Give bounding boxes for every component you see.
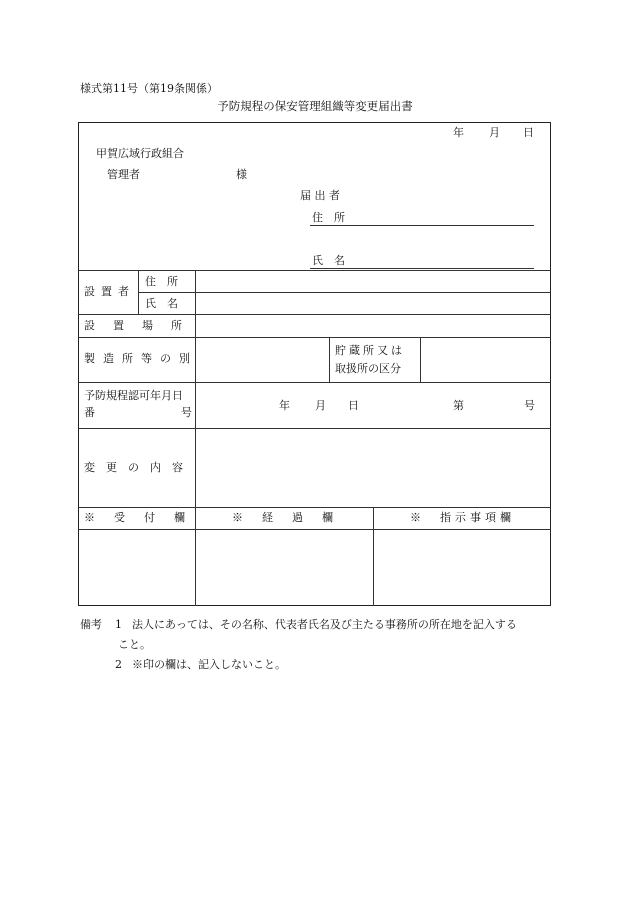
storage-label-line1: 貯蔵所又は [335,344,405,357]
form-title: 予防規程の保安管理組織等変更届出書 [217,99,413,113]
notifier-name-label: 氏 名 [312,254,345,267]
storage-label-line2: 取扱所の区分 [335,362,401,375]
progress-header: ※ 経 過 欄 [232,511,337,524]
note-1-text: 法人にあっては、その名称、代表者氏名及び主たる事務所の所在地を記入する [132,618,517,631]
approval-day-label: 日 [348,399,359,412]
facility-type-label: 製造所等の別 [84,352,198,365]
form-number: 様式第11号（第19条関係） [80,82,218,95]
row-divider [78,337,551,338]
address-underline [310,225,534,226]
location-label: 設置場所 [84,319,200,332]
name-underline [310,268,534,269]
notifier-address-label: 住 所 [312,211,345,224]
approval-label-line2-right: 号 [181,406,192,419]
notes-label: 備考 [80,618,102,631]
note-1-number: 1 [115,618,122,631]
row-divider [78,382,551,383]
installer-name-label: 氏 名 [145,297,178,310]
reception-header: ※ 受 付 欄 [84,511,189,524]
column-divider [329,337,330,382]
column-divider [373,507,374,606]
instructions-header: ※ 指示事項欄 [410,511,515,524]
installer-address-label: 住 所 [145,275,178,288]
column-divider [138,270,139,314]
recipient-org: 甲賀広域行政組合 [96,147,184,160]
row-divider [78,428,551,429]
row-divider [138,292,551,293]
approval-go-label: 号 [524,399,535,412]
notifier-heading: 届 出 者 [300,189,340,202]
date-month-label: 月 [489,126,500,139]
installer-label: 設置者 [84,285,135,298]
approval-month-label: 月 [315,399,326,412]
column-divider [420,337,421,382]
row-divider [78,507,551,508]
row-divider [78,314,551,315]
date-year-label: 年 [453,126,464,139]
note-2-number: 2 [115,658,122,671]
approval-year-label: 年 [279,399,290,412]
row-divider [78,529,551,530]
recipient-role: 管理者 [107,168,140,181]
approval-dai-label: 第 [453,399,464,412]
date-day-label: 日 [523,126,534,139]
approval-label-line2-left: 番 [84,406,95,419]
recipient-honorific: 様 [236,168,247,181]
change-content-label: 変更の内容 [84,461,194,474]
approval-label-line1: 予防規程認可年月日 [84,389,183,402]
row-divider [78,270,551,271]
note-1-text-cont: こと。 [118,638,151,651]
note-2-text: ※印の欄は、記入しないこと。 [132,658,286,671]
